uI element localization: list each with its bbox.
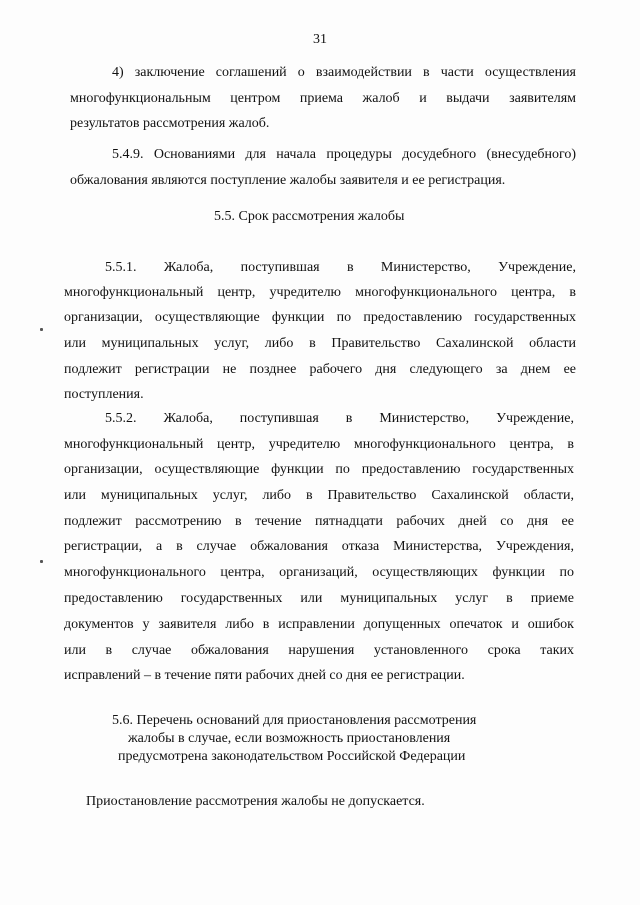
para-552-line-11: исправлений – в течение пяти рабочих дней со дня ее регистрации. [64,668,465,683]
para-551-line-3: организации, осуществляющие функции по предоставлению государственных [64,310,576,325]
item4-line-3: результатов рассмотрения жалоб. [70,116,270,131]
para-552-line-1: 5.5.2. Жалоба, поступившая в Министерство, Учреждение, [105,411,574,426]
section-heading-5-5: 5.5. Срок рассмотрения жалобы [214,209,405,224]
item4-line-1: 4) заключение соглашений о взаимодействии в части осуществления [112,65,576,80]
final-paragraph: Приостановление рассмотрения жалобы не допускается. [86,794,425,809]
para-552-line-4: или муниципальных услуг, либо в Правительство Сахалинской области, [64,488,574,503]
heading-5-6-line-3: предусмотрена законодательством Российской Федерации [118,749,466,764]
para-552-line-3: организации, осуществляющие функции по предоставлению государственных [64,462,574,477]
heading-5-6-line-1: 5.6. Перечень оснований для приостановления рассмотрения [112,713,477,728]
para-549-line-1: 5.4.9. Основаниями для начала процедуры досудебного (внесудебного) [112,147,576,162]
para-552-line-10: или в случае обжалования нарушения установленного срока таких [64,643,574,658]
para-552-line-9: документов у заявителя либо в исправлении допущенных опечаток и ошибок [64,617,574,632]
item4-line-2: многофункциональным центром приема жалоб и выдачи заявителям [70,91,576,106]
scan-mark [40,560,43,563]
scan-mark [40,328,43,331]
para-551-line-6: поступления. [64,387,144,402]
para-552-line-6: регистрации, а в случае обжалования отказа Министерства, Учреждения, [64,539,574,554]
heading-5-6-line-2: жалобы в случае, если возможность приостановления [128,731,451,746]
para-551-line-2: многофункциональный центр, учредителю многофункционального центра, в [64,285,576,300]
para-552-line-8: предоставлению государственных или муниципальных услуг в приеме [64,591,574,606]
para-552-line-5: подлежит рассмотрению в течение пятнадцати рабочих дней со дня ее [64,514,574,529]
para-552-line-7: многофункционального центра, организаций, осуществляющих функции по [64,565,574,580]
page-number: 31 [313,32,327,47]
para-551-line-4: или муниципальных услуг, либо в Правительство Сахалинской области [64,336,576,351]
para-551-line-1: 5.5.1. Жалоба, поступившая в Министерство, Учреждение, [105,260,576,275]
para-552-line-2: многофункциональный центр, учредителю многофункционального центра, в [64,437,574,452]
para-549-line-2: обжалования являются поступление жалобы заявителя и ее регистрация. [70,173,506,188]
para-551-line-5: подлежит регистрации не позднее рабочего дня следующего за днем ее [64,362,576,377]
